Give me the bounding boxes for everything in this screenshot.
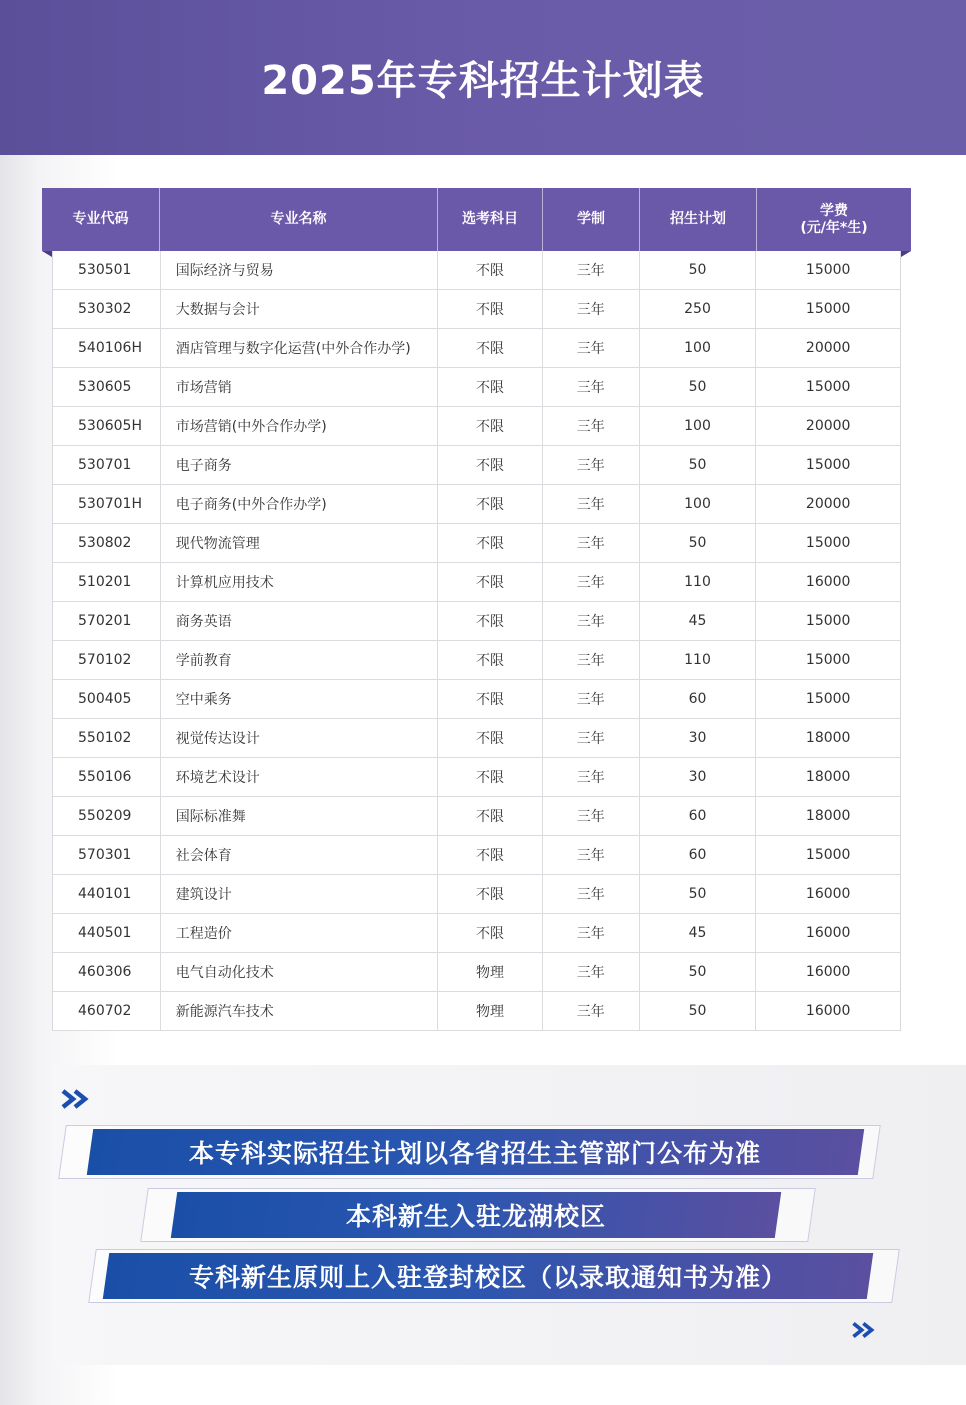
cell-duration: 三年: [543, 758, 640, 796]
cell-fee: 20000: [805, 340, 851, 356]
cell-subject: 不限: [438, 875, 543, 913]
cell-subject: 不限: [438, 251, 543, 289]
cell-duration: 三年: [543, 953, 640, 991]
cell-fee: 15000: [805, 652, 851, 668]
cell-plan: 60: [640, 680, 757, 718]
cell-plan: 50: [640, 875, 757, 913]
table-header-row: [42, 188, 911, 251]
cell-plan: 60: [640, 797, 757, 835]
title-banner: [0, 0, 966, 155]
cell-code: 530605: [53, 368, 161, 406]
cell-name: 学前教育: [161, 641, 438, 679]
cell-name: 建筑设计: [161, 875, 438, 913]
cell-subject: 不限: [438, 290, 543, 328]
cell-fee: 15000: [805, 457, 851, 473]
cell-fee: 16000: [805, 964, 851, 980]
cell-fee: 20000: [805, 496, 851, 512]
header-fee-unit: (元/年*生): [800, 219, 868, 236]
cell-duration: 三年: [543, 446, 640, 484]
cell-subject: 不限: [438, 836, 543, 874]
cell-fee: 15000: [805, 262, 851, 278]
cell-duration: 三年: [543, 368, 640, 406]
header-name: 专业名称: [160, 188, 438, 251]
cell-code: 550106: [53, 758, 161, 796]
cell-code: 440101: [53, 875, 161, 913]
cell-duration: 三年: [543, 641, 640, 679]
double-chevron-right-icon: [851, 1320, 879, 1340]
cell-duration: 三年: [543, 875, 640, 913]
cell-plan: 30: [640, 719, 757, 757]
table-row: [53, 992, 900, 1031]
cell-plan: 50: [640, 524, 757, 562]
cell-fee: 15000: [805, 379, 851, 395]
cell-plan: 110: [640, 563, 757, 601]
page-title: 2025年专科招生计划表: [261, 58, 705, 104]
cell-plan: 50: [640, 368, 757, 406]
cell-code: 570301: [53, 836, 161, 874]
cell-code: 540106H: [53, 329, 161, 367]
note-banner-fill: [103, 1253, 873, 1299]
cell-plan: 100: [640, 485, 757, 523]
cell-subject: 不限: [438, 446, 543, 484]
cell-plan: 100: [640, 407, 757, 445]
table-row: [53, 368, 900, 407]
cell-duration: 三年: [543, 407, 640, 445]
cell-duration: 三年: [543, 524, 640, 562]
table-row: [53, 797, 900, 836]
table-row: [53, 953, 900, 992]
cell-name: 电气自动化技术: [161, 953, 438, 991]
note-text: 专科新生原则上入驻登封校区（以录取通知书为准）: [188, 1263, 787, 1292]
cell-duration: 三年: [543, 914, 640, 952]
cell-code: 550102: [53, 719, 161, 757]
enrollment-plan-table: [42, 188, 911, 1031]
cell-code: 550209: [53, 797, 161, 835]
cell-fee: 18000: [805, 808, 851, 824]
cell-subject: 不限: [438, 407, 543, 445]
cell-name: 市场营销(中外合作办学): [161, 407, 438, 445]
cell-code: 530501: [53, 251, 161, 289]
cell-fee: 16000: [805, 925, 851, 941]
cell-code: 510201: [53, 563, 161, 601]
table-row: [53, 524, 900, 563]
cell-plan: 100: [640, 329, 757, 367]
cell-name: 环境艺术设计: [161, 758, 438, 796]
table-body: [52, 251, 901, 1031]
table-row: [53, 914, 900, 953]
cell-subject: 不限: [438, 641, 543, 679]
cell-fee: 18000: [805, 730, 851, 746]
cell-subject: 不限: [438, 797, 543, 835]
cell-code: 460306: [53, 953, 161, 991]
cell-duration: 三年: [543, 836, 640, 874]
cell-code: 530802: [53, 524, 161, 562]
cell-name: 工程造价: [161, 914, 438, 952]
header-plan: 招生计划: [640, 188, 757, 251]
cell-fee: 15000: [805, 847, 851, 863]
cell-name: 国际经济与贸易: [161, 251, 438, 289]
cell-name: 国际标准舞: [161, 797, 438, 835]
cell-fee: 18000: [805, 769, 851, 785]
cell-subject: 不限: [438, 602, 543, 640]
cell-code: 460702: [53, 992, 161, 1030]
table-row: [53, 485, 900, 524]
cell-fee: 15000: [805, 301, 851, 317]
cell-subject: 不限: [438, 485, 543, 523]
cell-name: 空中乘务: [161, 680, 438, 718]
cell-name: 商务英语: [161, 602, 438, 640]
cell-plan: 110: [640, 641, 757, 679]
cell-duration: 三年: [543, 602, 640, 640]
cell-name: 酒店管理与数字化运营(中外合作办学): [161, 329, 438, 367]
cell-plan: 50: [640, 251, 757, 289]
note-text: 本专科实际招生计划以各省招生主管部门公布为准: [189, 1139, 762, 1168]
table-row: [53, 680, 900, 719]
header-fee: [757, 188, 911, 251]
cell-duration: 三年: [543, 563, 640, 601]
cell-subject: 物理: [438, 992, 543, 1030]
cell-duration: 三年: [543, 251, 640, 289]
cell-fee: 16000: [805, 574, 851, 590]
cell-fee: 15000: [805, 613, 851, 629]
cell-subject: 不限: [438, 914, 543, 952]
cell-subject: 物理: [438, 953, 543, 991]
cell-code: 570102: [53, 641, 161, 679]
cell-name: 电子商务: [161, 446, 438, 484]
cell-plan: 60: [640, 836, 757, 874]
cell-duration: 三年: [543, 485, 640, 523]
note-banner-fill: [171, 1192, 781, 1238]
cell-fee: 16000: [805, 886, 851, 902]
cell-code: 440501: [53, 914, 161, 952]
cell-plan: 30: [640, 758, 757, 796]
cell-fee: 16000: [805, 1003, 851, 1019]
cell-plan: 50: [640, 953, 757, 991]
cell-name: 社会体育: [161, 836, 438, 874]
table-row: [53, 290, 900, 329]
cell-name: 视觉传达设计: [161, 719, 438, 757]
cell-code: 570201: [53, 602, 161, 640]
cell-plan: 50: [640, 992, 757, 1030]
cell-name: 新能源汽车技术: [161, 992, 438, 1030]
cell-name: 计算机应用技术: [161, 563, 438, 601]
cell-duration: 三年: [543, 797, 640, 835]
table-row: [53, 329, 900, 368]
cell-duration: 三年: [543, 719, 640, 757]
cell-name: 市场营销: [161, 368, 438, 406]
note-banner-fill: [87, 1129, 864, 1175]
header-fee-label: 学费: [820, 202, 848, 219]
cell-subject: 不限: [438, 524, 543, 562]
table-row: [53, 602, 900, 641]
cell-plan: 45: [640, 914, 757, 952]
cell-fee: 20000: [805, 418, 851, 434]
cell-code: 500405: [53, 680, 161, 718]
cell-code: 530701H: [53, 485, 161, 523]
double-chevron-right-icon: [60, 1088, 94, 1110]
header-duration: 学制: [543, 188, 640, 251]
cell-name: 电子商务(中外合作办学): [161, 485, 438, 523]
cell-subject: 不限: [438, 758, 543, 796]
header-subject: 选考科目: [438, 188, 543, 251]
header-code: 专业代码: [42, 188, 160, 251]
cell-code: 530701: [53, 446, 161, 484]
note-text: 本科新生入驻龙湖校区: [345, 1202, 606, 1231]
table-row: [53, 719, 900, 758]
cell-plan: 50: [640, 446, 757, 484]
table-row: [53, 446, 900, 485]
cell-name: 大数据与会计: [161, 290, 438, 328]
cell-plan: 45: [640, 602, 757, 640]
table-row: [53, 563, 900, 602]
cell-duration: 三年: [543, 290, 640, 328]
cell-duration: 三年: [543, 992, 640, 1030]
cell-fee: 15000: [805, 535, 851, 551]
note-banner-2: [144, 1188, 812, 1242]
cell-subject: 不限: [438, 329, 543, 367]
cell-duration: 三年: [543, 329, 640, 367]
table-row: [53, 875, 900, 914]
note-banner-3: [92, 1249, 896, 1303]
cell-subject: 不限: [438, 368, 543, 406]
cell-code: 530605H: [53, 407, 161, 445]
cell-fee: 15000: [805, 691, 851, 707]
cell-name: 现代物流管理: [161, 524, 438, 562]
table-row: [53, 836, 900, 875]
cell-subject: 不限: [438, 680, 543, 718]
table-row: [53, 251, 900, 290]
table-row: [53, 407, 900, 446]
cell-subject: 不限: [438, 563, 543, 601]
cell-duration: 三年: [543, 680, 640, 718]
cell-subject: 不限: [438, 719, 543, 757]
cell-plan: 250: [640, 290, 757, 328]
note-banner-1: [62, 1125, 877, 1179]
table-row: [53, 641, 900, 680]
cell-code: 530302: [53, 290, 161, 328]
table-row: [53, 758, 900, 797]
